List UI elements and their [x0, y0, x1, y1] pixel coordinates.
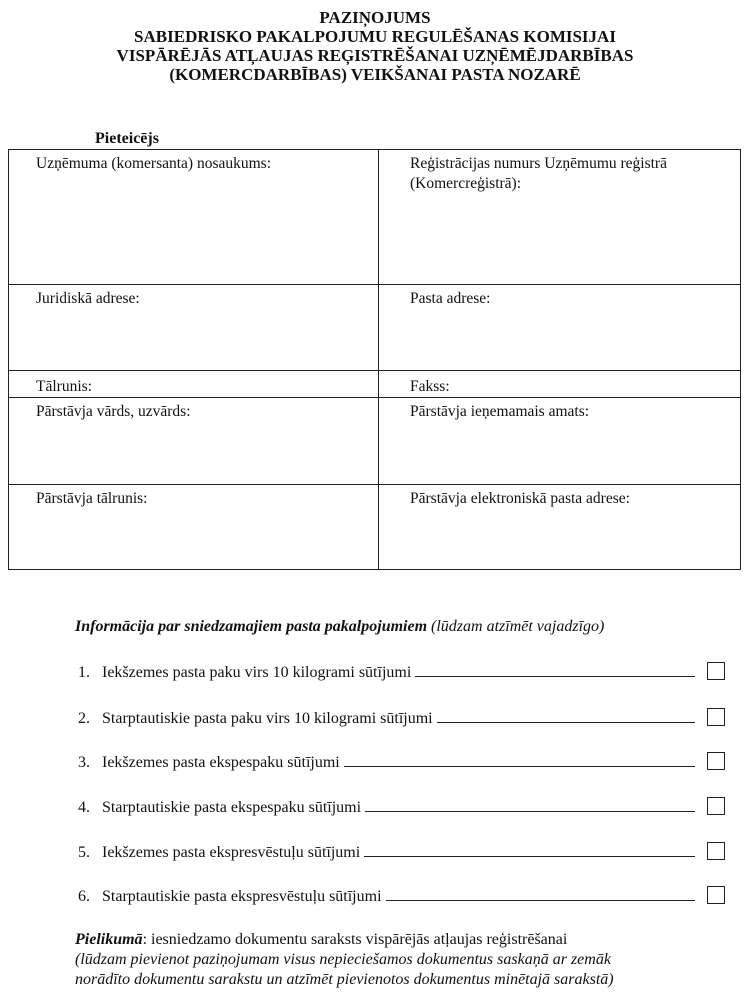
service-number: 2.: [78, 710, 90, 727]
applicant-section-label: Pieteicējs: [95, 130, 159, 147]
representative-phone-field[interactable]: [9, 485, 379, 570]
representative-position-field[interactable]: [379, 398, 741, 485]
title-line: SABIEDRISKO PAKALPOJUMU REGULĒŠANAS KOMISIJAI: [134, 27, 616, 46]
phone-field[interactable]: [9, 371, 379, 398]
fill-line: [365, 810, 695, 812]
field-label: Tālrunis:: [36, 378, 92, 395]
title-line: VISPĀRĒJĀS ATĻAUJAS REĢISTRĒŠANAI UZŅĒMĒJDARBĪBAS: [116, 46, 634, 65]
service-checkbox[interactable]: [707, 842, 725, 860]
service-label: Iekšzemes pasta ekspresvēstuļu sūtījumi: [102, 844, 361, 861]
applicant-form-table: [8, 149, 741, 570]
fill-line: [415, 675, 695, 677]
service-item: [78, 793, 725, 817]
fax-field[interactable]: [379, 371, 741, 398]
service-checkbox[interactable]: [707, 752, 725, 770]
service-number: 1.: [78, 664, 90, 681]
service-number: 4.: [78, 799, 90, 816]
attachments-note: (lūdzam pievienot paziņojumam visus nepieciešamos dokumentus saskaņā ar zemāk: [75, 951, 611, 968]
service-item: [78, 704, 725, 728]
service-checkbox[interactable]: [707, 886, 725, 904]
field-label: Juridiskā adrese:: [36, 290, 140, 307]
service-checkbox[interactable]: [707, 662, 725, 680]
field-label: Pārstāvja tālrunis:: [36, 490, 148, 507]
fill-line: [344, 765, 695, 767]
service-label: Starptautiskie pasta paku virs 10 kilogrami sūtījumi: [102, 710, 433, 727]
representative-email-field[interactable]: [379, 485, 741, 570]
service-item: [78, 838, 725, 862]
service-number: 5.: [78, 844, 90, 861]
field-label: Uzņēmuma (komersanta) nosaukums:: [36, 155, 272, 172]
attachments-section: [75, 930, 735, 990]
field-label: Pārstāvja ieņemamais amats:: [410, 403, 590, 420]
fill-line: [437, 721, 695, 723]
legal-address-field[interactable]: [9, 285, 379, 371]
attachments-label: Pielikumā: [75, 931, 143, 948]
representative-name-field[interactable]: [9, 398, 379, 485]
field-label: Pārstāvja elektroniskā pasta adrese:: [410, 490, 630, 507]
field-label: (Komercreģistrā):: [410, 175, 522, 192]
service-label: Starptautiskie pasta ekspresvēstuļu sūtījumi: [102, 888, 382, 905]
fill-line: [386, 899, 695, 901]
registration-number-field[interactable]: [379, 150, 741, 285]
fill-line: [364, 855, 695, 857]
service-label: Iekšzemes pasta paku virs 10 kilogrami sūtījumi: [102, 664, 412, 681]
service-item: [78, 658, 725, 682]
field-label: Pārstāvja vārds, uzvārds:: [36, 403, 191, 420]
attachments-note: norādīto dokumentu sarakstu un atzīmēt pievienotos dokumentus minētajā sarakstā): [75, 971, 614, 988]
services-heading-title: Informācija par sniedzamajiem pasta pakalpojumiem: [75, 618, 428, 635]
document-title: [0, 8, 750, 84]
services-heading: [75, 618, 604, 636]
title-line: PAZIŅOJUMS: [319, 8, 431, 27]
service-label: Iekšzemes pasta ekspespaku sūtījumi: [102, 754, 340, 771]
service-item: [78, 882, 725, 906]
field-label: Fakss:: [410, 378, 450, 395]
company-name-field[interactable]: [9, 150, 379, 285]
services-heading-note: (lūdzam atzīmēt vajadzīgo): [431, 618, 605, 635]
postal-address-field[interactable]: [379, 285, 741, 371]
service-number: 3.: [78, 754, 90, 771]
service-item: [78, 748, 725, 772]
attachments-text: : iesniedzamo dokumentu saraksts vispārējās atļaujas reģistrēšanai: [142, 931, 568, 948]
title-line: (KOMERCDARBĪBAS) VEIKŠANAI PASTA NOZARĒ: [169, 65, 581, 84]
service-label: Starptautiskie pasta ekspespaku sūtījumi: [102, 799, 362, 816]
field-label: Reģistrācijas numurs Uzņēmumu reģistrā: [410, 155, 667, 172]
service-checkbox[interactable]: [707, 797, 725, 815]
service-number: 6.: [78, 888, 90, 905]
service-checkbox[interactable]: [707, 708, 725, 726]
field-label: Pasta adrese:: [410, 290, 491, 307]
